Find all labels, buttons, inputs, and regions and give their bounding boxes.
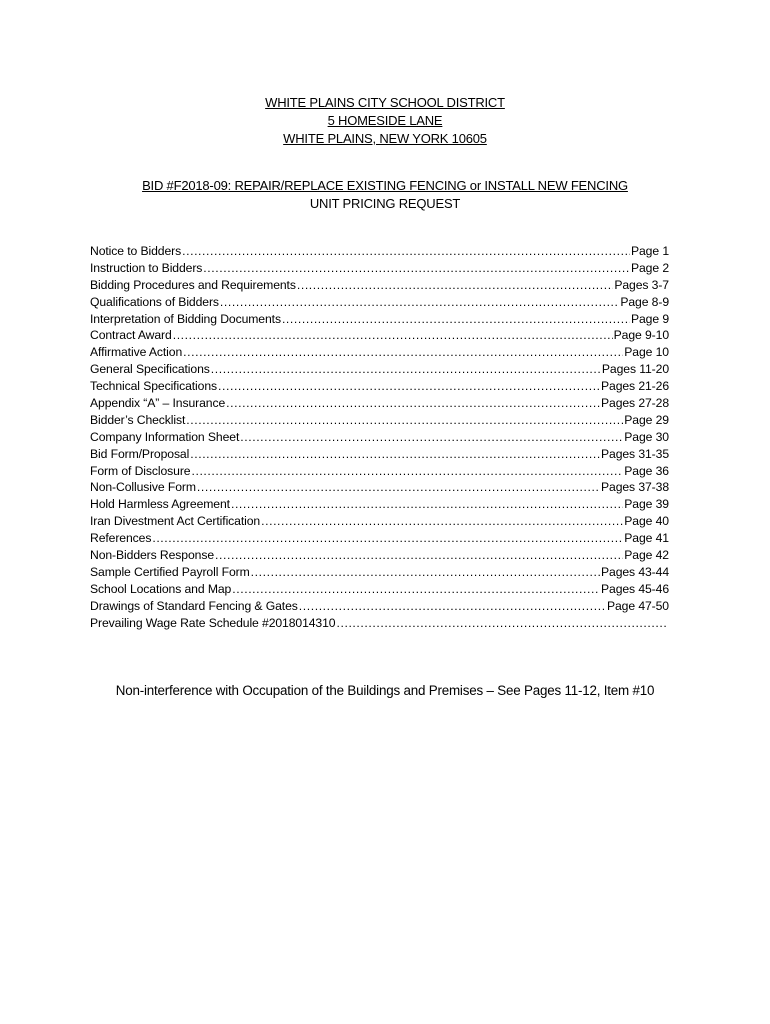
toc-entry-page: Page 10 <box>624 345 669 360</box>
toc-entry-label: Affirmative Action <box>90 345 183 360</box>
toc-entry-page: Pages 43-44 <box>600 564 669 579</box>
toc-row <box>90 395 669 412</box>
toc-dot-leader <box>261 513 623 530</box>
toc-row <box>90 243 669 260</box>
toc-entry-label: Non-Bidders Response <box>90 548 215 563</box>
toc-entry-page: Page 39 <box>624 497 669 512</box>
toc-entry-page: Page 29 <box>624 412 669 427</box>
toc-entry-page: Page 2 <box>630 260 669 275</box>
toc-entry-label: Contract Award <box>90 328 172 343</box>
toc-entry-label: General Specifications <box>90 362 210 377</box>
toc-entry-page: Page 9 <box>630 311 669 326</box>
toc-entry-label: Bidding Procedures and Requirements <box>90 277 296 292</box>
toc-entry-label: Bid Form/Proposal <box>90 446 190 461</box>
toc-entry-page: Page 8-9 <box>620 294 669 309</box>
district-street: 5 HOMESIDE LANE <box>327 113 443 128</box>
toc-entry-page: Pages 3-7 <box>614 277 669 292</box>
footer-note: Non-interference with Occupation of the Buildings and Premises – See Pages 11-12, Item #10 <box>115 683 655 698</box>
toc-entry-page: Page 40 <box>624 514 669 529</box>
toc-entry-label: Qualifications of Bidders <box>90 294 219 309</box>
toc-entry-label: Technical Specifications <box>90 379 217 394</box>
toc-dot-leader <box>152 530 623 547</box>
toc-row <box>90 530 669 547</box>
toc-dot-leader <box>183 344 623 361</box>
toc-row <box>90 513 669 530</box>
toc-dot-leader <box>190 446 600 463</box>
toc-row <box>90 327 669 344</box>
toc-row <box>90 479 669 496</box>
toc-entry-label: Hold Harmless Agreement <box>90 497 230 512</box>
toc-entry-label: Non-Collusive Form <box>90 480 196 495</box>
toc-entry-page: Pages 31-35 <box>600 446 669 461</box>
toc-row <box>90 598 669 615</box>
toc-row <box>90 294 669 311</box>
toc-dot-leader <box>218 378 600 395</box>
toc-entry-page: Page 41 <box>624 531 669 546</box>
toc-row <box>90 361 669 378</box>
toc-row <box>90 463 669 480</box>
toc-dot-leader <box>297 277 613 294</box>
bid-title: BID #F2018-09: REPAIR/REPLACE EXISTING FENCING or INSTALL NEW FENCING <box>142 178 628 193</box>
toc-entry-label: Sample Certified Payroll Form <box>90 564 250 579</box>
table-of-contents <box>90 243 669 631</box>
toc-row <box>90 446 669 463</box>
toc-dot-leader <box>186 412 623 429</box>
toc-entry-label: Iran Divestment Act Certification <box>90 514 261 529</box>
toc-entry-label: Interpretation of Bidding Documents <box>90 311 281 326</box>
toc-entry-page: Pages 45-46 <box>600 581 669 596</box>
toc-entry-page: Pages 11-20 <box>601 362 669 377</box>
toc-row <box>90 260 669 277</box>
toc-entry-page: Page 36 <box>624 463 669 478</box>
toc-entry-label: Notice to Bidders <box>90 244 182 258</box>
toc-entry-label: Drawings of Standard Fencing & Gates <box>90 598 298 613</box>
toc-dot-leader <box>215 547 623 564</box>
toc-row <box>90 429 669 446</box>
toc-entry-page: Pages 21-26 <box>600 379 669 394</box>
toc-row <box>90 564 669 581</box>
toc-row <box>90 311 669 328</box>
toc-row <box>90 547 669 564</box>
district-name: WHITE PLAINS CITY SCHOOL DISTRICT <box>265 95 505 110</box>
toc-row <box>90 581 669 598</box>
toc-dot-leader <box>220 294 619 311</box>
toc-entry-page: Pages 27-28 <box>600 396 669 411</box>
toc-row <box>90 277 669 294</box>
toc-dot-leader <box>203 260 630 277</box>
toc-dot-leader <box>240 429 623 446</box>
toc-entry-page: Page 47-50 <box>606 598 669 613</box>
toc-dot-leader <box>336 615 668 632</box>
toc-entry-label: Instruction to Bidders <box>90 260 203 275</box>
toc-dot-leader <box>251 564 600 581</box>
toc-dot-leader <box>232 581 600 598</box>
toc-dot-leader <box>191 463 623 480</box>
toc-row <box>90 378 669 395</box>
toc-entry-page: Page 9-10 <box>613 328 669 343</box>
toc-entry-label: School Locations and Map <box>90 581 232 596</box>
bid-title-block <box>0 177 770 213</box>
toc-dot-leader <box>173 327 613 344</box>
toc-entry-label: Bidder’s Checklist <box>90 412 186 427</box>
toc-entry-label: References <box>90 531 152 546</box>
toc-row <box>90 412 669 429</box>
toc-dot-leader <box>299 598 606 615</box>
toc-entry-page: Page 1 <box>630 244 669 258</box>
toc-row <box>90 496 669 513</box>
toc-entry-label: Form of Disclosure <box>90 463 191 478</box>
toc-dot-leader <box>197 479 600 496</box>
toc-row <box>90 344 669 361</box>
toc-entry-page: Pages 37-38 <box>600 480 669 495</box>
toc-entry-page: Page 30 <box>624 429 669 444</box>
toc-entry-label: Prevailing Wage Rate Schedule #2018014310 <box>90 615 336 630</box>
toc-entry-label: Company Information Sheet <box>90 429 240 444</box>
district-city: WHITE PLAINS, NEW YORK 10605 <box>283 131 487 146</box>
toc-dot-leader <box>211 361 601 378</box>
toc-entry-label: Appendix “A” – Insurance <box>90 396 226 411</box>
district-header <box>0 94 770 148</box>
toc-dot-leader <box>226 395 600 412</box>
toc-dot-leader <box>231 496 623 513</box>
toc-dot-leader <box>182 243 630 260</box>
toc-entry-page: Page 42 <box>624 548 669 563</box>
bid-subtitle: UNIT PRICING REQUEST <box>309 196 461 211</box>
toc-dot-leader <box>282 311 630 328</box>
toc-row <box>90 615 669 632</box>
